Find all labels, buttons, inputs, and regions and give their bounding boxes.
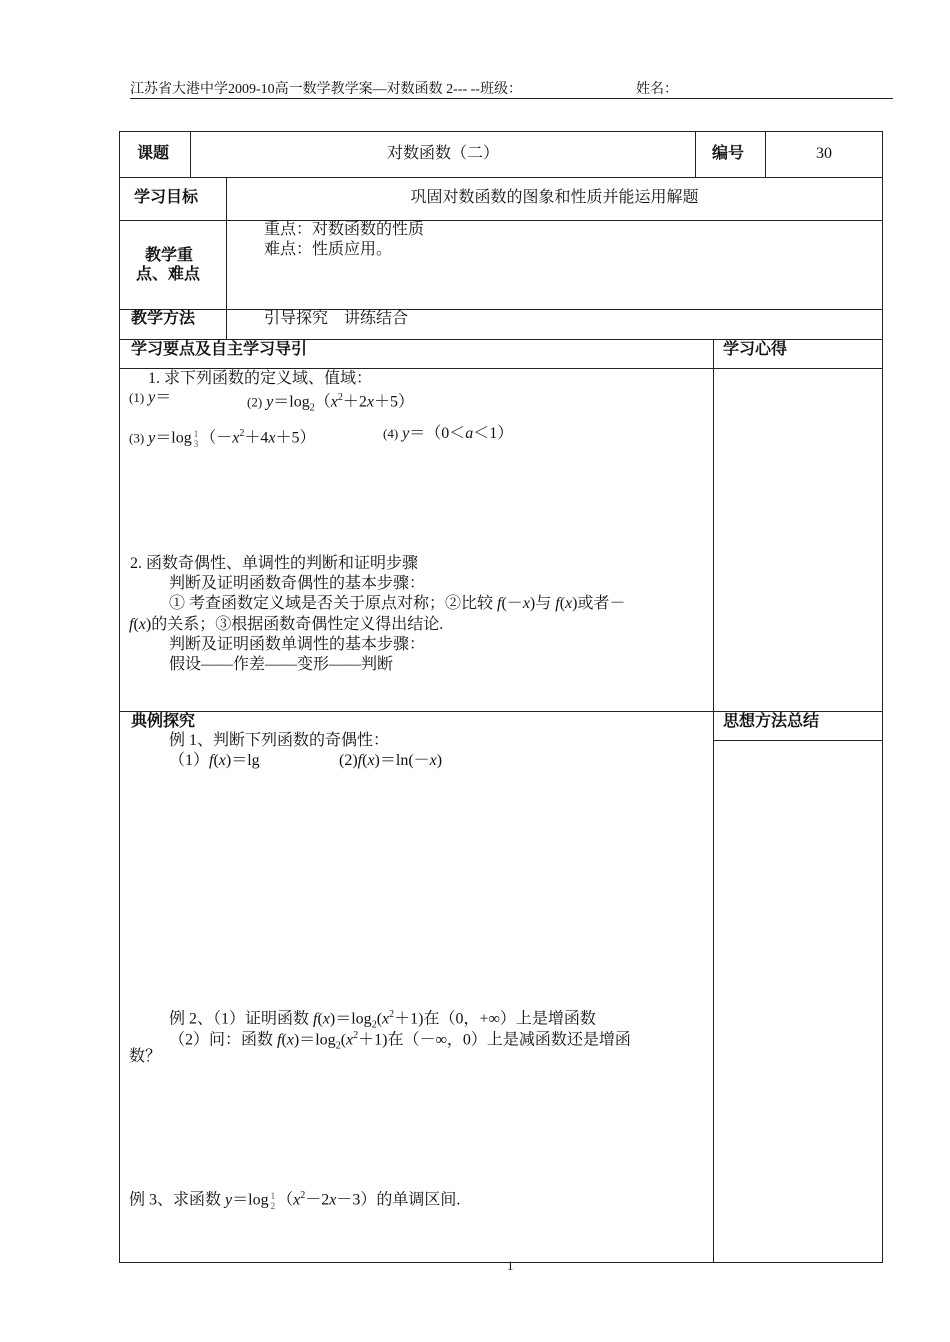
- section2-side-cell: [713, 711, 883, 1263]
- example2-line3: 数？: [129, 1048, 162, 1065]
- header-title: 江苏省大港中学2009-10高一数学教学案—对数函数 2--- --班级：: [130, 82, 522, 97]
- keypoint-difficulty: 难点：性质应用。: [264, 241, 393, 258]
- section1-side-title: 学习心得: [723, 341, 788, 358]
- page-number: 1: [507, 1258, 514, 1273]
- method-text: 引导探究 讲练结合: [264, 310, 409, 327]
- q1-part3: (3) y＝log 1 3 $(-x^2+4x+5)$: [129, 428, 316, 449]
- keypoint-focus: 重点：对数函数的性质: [264, 221, 425, 238]
- goal-text: 巩固对数函数的图象和性质并能运用解题: [410, 189, 699, 206]
- q2-parity-steps-line1: ① 考查函数定义域是否关于原点对称；②比较 f(－x)与 f(x)或者－: [169, 595, 626, 612]
- section1-title: 学习要点及自主学习导引: [131, 341, 308, 358]
- example2-line2: （2）问：函数 $f(x)=\log_2(x^2+1)$在（－∞，0）上是减函数还是增函: [169, 1030, 631, 1052]
- q1-part4: (4) y＝（0＜a＜1）: [383, 425, 514, 442]
- number-label: 编号: [712, 145, 745, 162]
- q2-monotonic-steps: 假设——作差——变形——判断: [169, 656, 394, 673]
- example2-line1: 例 2、（1）证明函数 $f(x)=\log_2(x^2+1)$在（0，+∞）上是增函数: [169, 1009, 596, 1031]
- q2-monotonic-steps-heading: 判断及证明函数单调性的基本步骤：: [169, 636, 426, 653]
- section2-title: 典例探究: [131, 713, 196, 730]
- q2-parity-steps-heading: 判断及证明函数奇偶性的基本步骤：: [169, 575, 426, 592]
- fraction-one-third: 1 3: [193, 428, 199, 449]
- method-label: 教学方法: [131, 310, 196, 327]
- example1-part1: （1）f(x)＝lg: [169, 752, 260, 769]
- q1-title: 1. 求下列函数的定义域、值域：: [148, 370, 373, 387]
- section1-side-cell: [713, 339, 883, 712]
- q2-title: 2. 函数奇偶性、单调性的判断和证明步骤: [130, 555, 419, 572]
- number-value: 30: [816, 145, 832, 162]
- example1-title: 例 1、判断下列函数的奇偶性：: [169, 732, 390, 749]
- section2-side-title: 思想方法总结: [723, 713, 820, 730]
- header-name-label: 姓名：: [636, 82, 678, 97]
- fraction-one-half: 1 2: [270, 1190, 276, 1211]
- topic-title: 对数函数（二）: [386, 145, 499, 162]
- goal-label: 学习目标: [134, 189, 199, 206]
- example3: 例 3、求函数 y＝log 1 2 $(x^2-2x-3)$的单调区间.: [129, 1190, 461, 1211]
- keypoints-label-line1: 教学重: [145, 247, 194, 264]
- q2-parity-steps-line2: f(x)的关系；③根据函数奇偶性定义得出结论.: [129, 616, 444, 633]
- q1-part1: (1) y＝: [129, 389, 172, 406]
- q1-part2: (2) $y=\log_2(x^2+2x+5)$: [247, 392, 414, 414]
- page-header: [130, 78, 893, 99]
- section2-main-cell: [119, 711, 714, 1263]
- example1-part2: (2)f(x)＝ln(－x): [339, 752, 443, 769]
- topic-label: 课题: [137, 145, 170, 162]
- keypoints-label-line2: 点、难点: [136, 266, 201, 283]
